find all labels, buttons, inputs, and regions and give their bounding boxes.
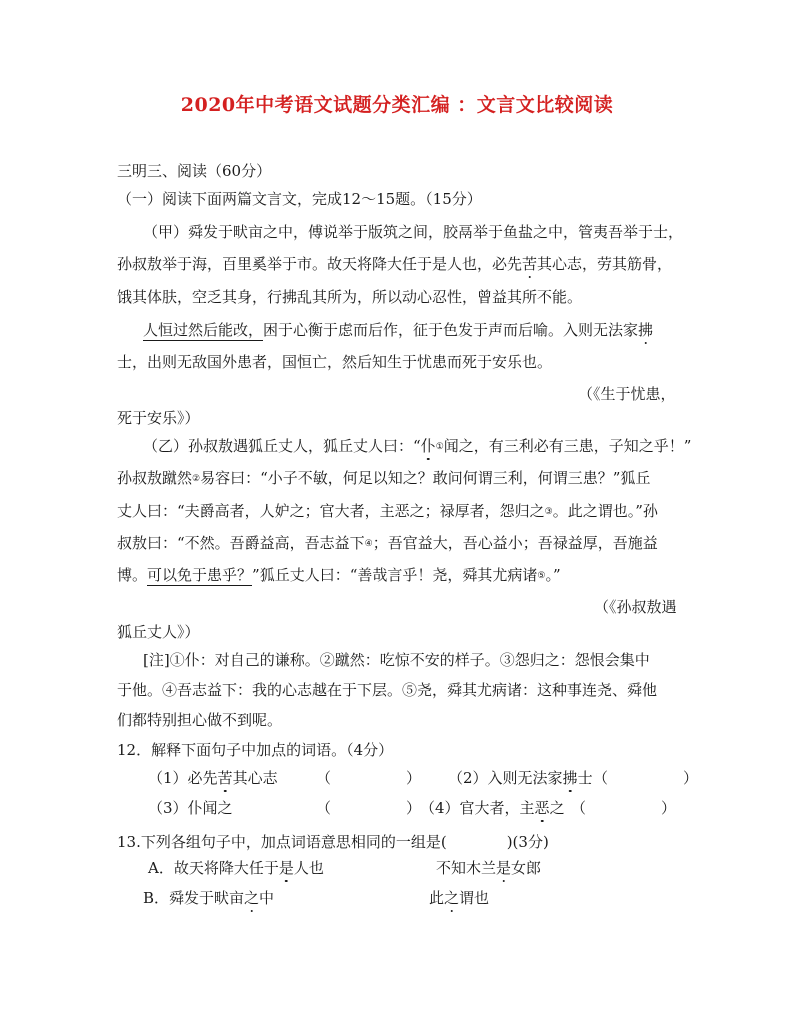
text-segment: ① [435, 442, 444, 452]
text-segment: ② [192, 474, 201, 484]
source-citation: 死于安乐》） [117, 409, 200, 427]
source-citation: 狐丘丈人》） [117, 623, 200, 641]
text-segment: 谓也 [459, 889, 490, 907]
text-segment: ；吾官益大，吾心益小；吾禄益厚，吾施益 [372, 534, 658, 552]
question-12-item-3 [148, 798, 233, 818]
annotation-note: [注]①仆：对自己的谦称。②蹴然：吃惊不安的样子。③怨归之：怨恨会集中 [143, 651, 650, 669]
underlined-sentence: 可以免于患乎？ [147, 566, 253, 584]
passage-jia-line: （甲）舜发于畎亩之中，傅说举于版筑之间，胶鬲举于鱼盐之中，管夷吾举于士， [143, 223, 684, 241]
passage-jia-line [117, 254, 672, 274]
question-13-stem: 13.下列各组句子中，加点词语意思相同的一组是( )(3分) [117, 833, 549, 851]
question-12-item-2 [448, 768, 593, 788]
question-12-item-4 [420, 798, 565, 818]
passage-yi-line [143, 436, 691, 457]
option-a-right [436, 858, 541, 878]
passage-jia-line [143, 320, 653, 340]
text-segment: 人也 [293, 859, 324, 877]
text-segment: 丈人曰：“夫爵高者，人妒之；官大者，主恶之；禄厚者，怨归之 [117, 502, 545, 520]
text-segment: 不知木兰 [436, 859, 497, 877]
text-segment: 其心志，劳其筋骨， [537, 255, 673, 273]
text-segment: （乙）孙叔敖遇狐丘丈人，狐丘丈人曰：“ [143, 437, 421, 455]
answer-blank[interactable]: （ ） [316, 769, 422, 787]
text-segment: 中 [259, 889, 275, 907]
text-segment: 女郎 [511, 859, 542, 877]
text-segment: 困于心衡于虑而后作，征于色发于声而后喻。入则无法家 [263, 321, 639, 339]
text-segment: （4）官大者，主 [420, 799, 535, 817]
dotted-word: 苦 [217, 769, 233, 787]
dotted-word: 仆 [420, 437, 436, 455]
dotted-word: 之 [244, 889, 260, 907]
text-segment: 之 [549, 799, 565, 817]
text-segment: B．舜发于畎亩 [143, 889, 245, 907]
part-instruction: （一）阅读下面两篇文言文，完成12～15题。（15分） [117, 190, 482, 208]
text-segment: 士 [577, 769, 593, 787]
passage-yi-line [117, 533, 658, 554]
text-segment: 孙叔敖蹴然 [117, 469, 193, 487]
text-segment: （1）必先 [148, 769, 218, 787]
section-heading: 三明三、阅读（60分） [117, 162, 272, 180]
passage-jia-line: 饿其体肤，空乏其身，行拂乱其所为，所以动心忍性，曾益其所不能。 [117, 288, 583, 306]
text-segment: 博。 [117, 566, 148, 584]
passage-jia-line: 士，出则无敌国外患者，国恒亡，然后知生于忧患而死于安乐也。 [117, 353, 553, 371]
text-segment: 其心志 [232, 769, 278, 787]
text-segment: （2）入则无法家 [448, 769, 563, 787]
source-citation: （《生于忧患， [578, 385, 676, 403]
passage-yi-line [117, 501, 658, 522]
text-segment: ③ [544, 507, 553, 517]
dotted-word: 恶 [534, 799, 550, 817]
answer-blank[interactable]: （ ） [593, 769, 699, 787]
answer-blank[interactable]: （ ） [316, 799, 422, 817]
text-segment: （3）仆 [148, 799, 203, 817]
passage-yi-line [117, 565, 561, 586]
answer-blank[interactable]: （ ） [571, 799, 677, 817]
option-a-left [148, 858, 324, 878]
question-12-item-1 [148, 768, 278, 788]
text-segment: 闻之，有三利必有三患，子知之乎！” [443, 437, 692, 455]
text-segment: 。此之谓也。”孙 [552, 502, 658, 520]
text-segment: ”狐丘丈人曰：“善哉言乎！尧，舜其尤病诸 [252, 566, 538, 584]
option-b-left [143, 888, 274, 908]
source-citation: （《孙叔敖遇 [594, 598, 677, 616]
dotted-word: 是 [278, 859, 294, 877]
underlined-sentence: 人恒过然后能改， [143, 321, 264, 339]
text-segment: 此 [429, 889, 445, 907]
document-title: 2020年中考语文试题分类汇编 ：文言文比较阅读 [180, 94, 614, 116]
question-12-stem: 12．解释下面句子中加点的词语。（4分） [117, 741, 394, 759]
dotted-word: 是 [496, 859, 512, 877]
text-segment: 闻之 [202, 799, 233, 817]
dotted-word: 拂 [562, 769, 578, 787]
text-segment: 叔敖曰：“不然。吾爵益高，吾志益下 [117, 534, 365, 552]
passage-yi-line [117, 468, 650, 489]
text-segment: 。” [545, 566, 561, 584]
text-segment: ⑤ [537, 571, 546, 581]
dotted-word: 之 [444, 889, 460, 907]
option-b-right [429, 888, 489, 908]
annotation-note: 于他。④吾志益下：我的心志越在于下层。⑤尧，舜其尤病诸：这种事连尧、舜他 [117, 681, 658, 699]
text-segment: A．故天将降大任于 [148, 859, 279, 877]
text-segment: 孙叔敖举于海，百里奚举于市。故天将降大任于是人也，必先 [117, 255, 523, 273]
text-segment: ④ [364, 539, 373, 549]
dotted-word: 苦 [522, 255, 538, 273]
dotted-word: 拂 [638, 321, 654, 339]
annotation-note: 们都特别担心做不到呢。 [117, 711, 283, 729]
text-segment: 易容曰：“小子不敏，何足以知之？敢问何谓三利，何谓三患？”狐丘 [200, 469, 651, 487]
